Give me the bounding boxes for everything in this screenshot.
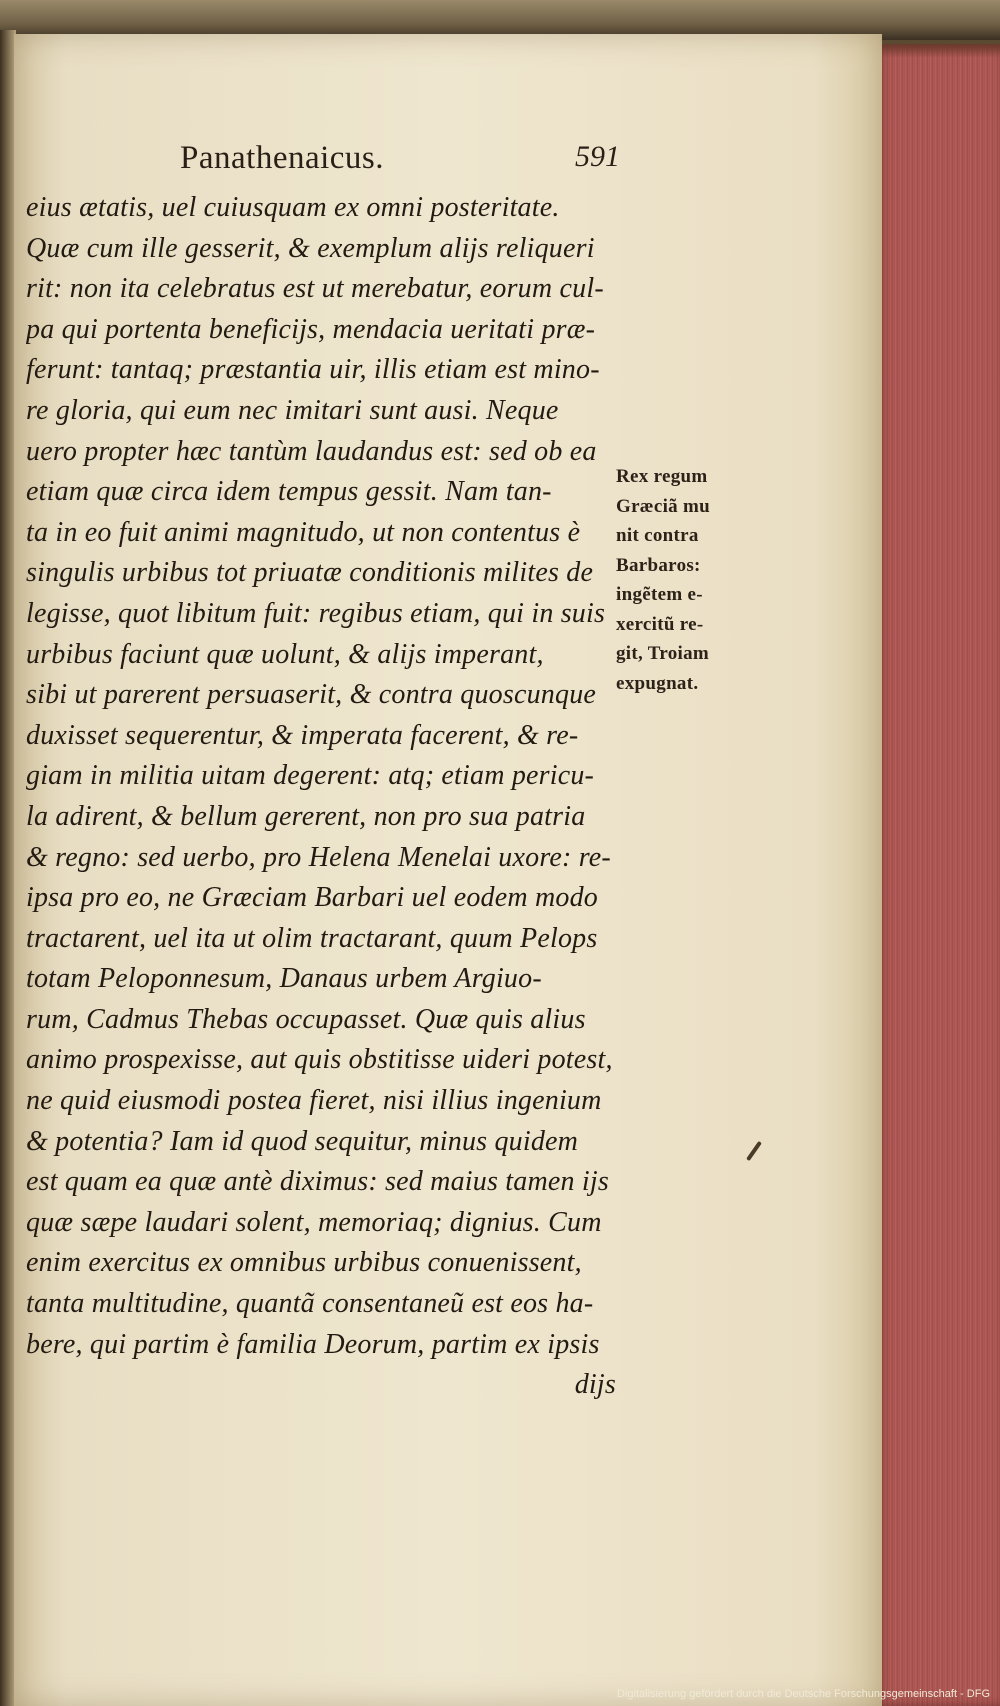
marginal-note-line: Barbaros: <box>616 554 701 576</box>
text-line: rum, Cadmus Thebas occupasset. Quæ quis alius <box>26 1003 586 1035</box>
text-line: eius ætatis, uel cuiusquam ex omni posteritate. <box>26 192 560 223</box>
marginal-note-line: xercitũ re- <box>616 613 704 635</box>
marginal-note-line: expugnat. <box>616 672 699 694</box>
marginal-note-line: ingẽtem e- <box>616 584 703 605</box>
marginal-note-line: Rex regum <box>616 466 708 487</box>
text-line: ferunt: tantaq; præstantia uir, illis etiam est mino- <box>26 354 600 386</box>
text-line: ne quid eiusmodi postea fieret, nisi illius ingenium <box>26 1085 602 1117</box>
text-line: uero propter hæc tantùm laudandus est: sed ob ea <box>26 435 597 467</box>
text-line: totam Peloponnesum, Danaus urbem Argiuo- <box>26 963 542 995</box>
marginal-note <box>616 462 766 698</box>
text-line: sibi ut parerent persuaserit, & contra quoscunque <box>26 679 597 711</box>
text-line: Quæ cum ille gesserit, & exemplum alijs reliqueri <box>26 232 595 264</box>
text-line: singulis urbibus tot priuatæ conditionis milites de <box>26 557 594 589</box>
text-line: animo prospexisse, aut quis obstitisse uideri potest, <box>26 1044 613 1076</box>
text-line: re gloria, qui eum nec imitari sunt ausi. Neque <box>26 394 559 426</box>
text-line: legisse, quot libitum fuit: regibus etiam, qui in suis <box>26 597 606 629</box>
marginal-note-line: git, Troiam <box>616 643 710 664</box>
book-fore-edge <box>874 44 1000 1706</box>
running-title: Panathenaicus. <box>180 140 385 176</box>
text-line: etiam quæ circa idem tempus gessit. Nam tan- <box>26 476 552 508</box>
text-line: & potentia? Iam id quod sequitur, minus quidem <box>26 1125 579 1157</box>
text-line: ipsa pro eo, ne Græciam Barbari uel eodem modo <box>26 882 598 914</box>
text-line: pa qui portenta beneficijs, mendacia ueritati præ- <box>26 313 596 345</box>
text-line: ta in eo fuit animi magnitudo, ut non contentus è <box>26 516 581 548</box>
text-line: est quam ea quæ antè diximus: sed maius tamen ijs <box>26 1166 609 1198</box>
text-line: tanta multitudine, quantã consentaneũ est eos ha- <box>26 1288 594 1320</box>
text-line: la adirent, & bellum gererent, non pro sua patria <box>26 800 586 832</box>
text-line: rit: non ita celebratus est ut merebatur, eorum cul- <box>26 273 604 305</box>
marginal-note-line: Græciã mu <box>616 495 710 517</box>
page-number: 591 <box>575 140 620 173</box>
text-line: & regno: sed uerbo, pro Helena Menelai uxore: re- <box>26 841 611 873</box>
digitization-credit: Digitalisierung gefördert durch die Deutsche Forschungsgemeinschaft - DFG <box>617 1688 990 1700</box>
text-line: enim exercitus ex omnibus urbibus conuenissent, <box>26 1247 582 1279</box>
text-line: urbibus faciunt quæ uolunt, & alijs imperant, <box>26 638 544 670</box>
text-line: tractarent, uel ita ut olim tractarant, quum Pelops <box>26 922 598 954</box>
catchword: dijs <box>574 1369 616 1401</box>
marginal-note-line: nit contra <box>616 525 699 546</box>
text-line: giam in militia uitam degerent: atq; etiam pericu- <box>26 760 595 792</box>
text-line: quæ sæpe laudari solent, memoriaq; dignius. Cum <box>26 1206 602 1238</box>
text-line: bere, qui partim è familia Deorum, partim ex ipsis <box>26 1328 600 1360</box>
main-text-block <box>26 188 622 1406</box>
text-line: duxisset sequerentur, & imperata facerent, & re- <box>26 719 579 751</box>
